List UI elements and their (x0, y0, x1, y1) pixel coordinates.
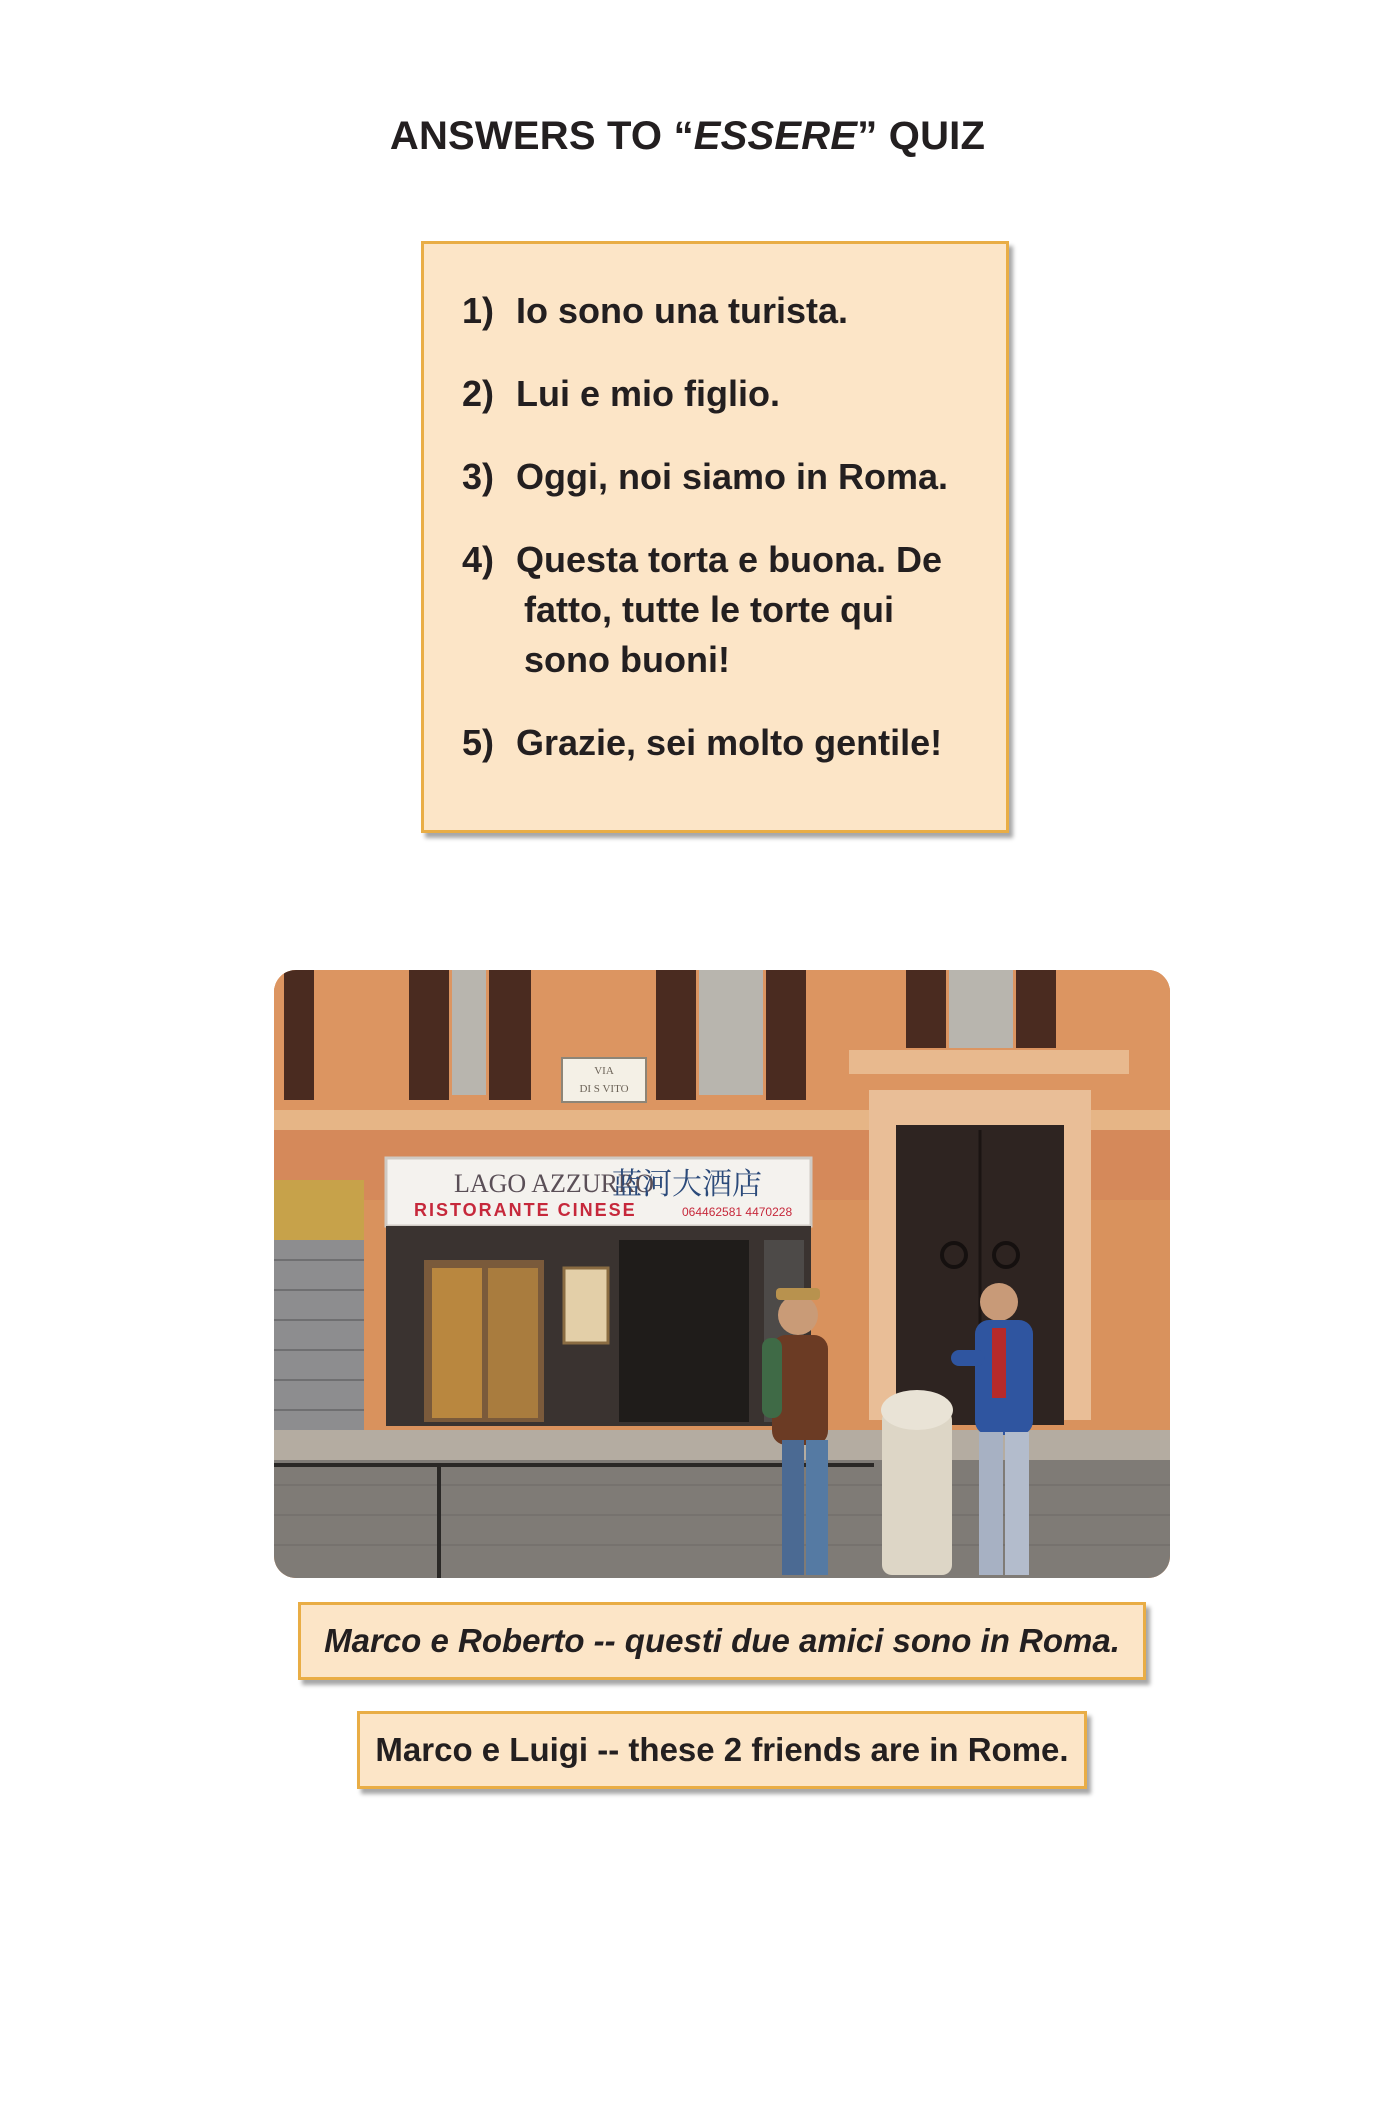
italian-caption: Marco e Roberto -- questi due amici sono in Roma. (298, 1602, 1146, 1680)
sign-chinese: 蓝河大酒店 (612, 1167, 762, 1202)
stone-bollard (882, 1410, 952, 1575)
sign-phone: 064462581 4470228 (682, 1205, 793, 1219)
page-title: ANSWERS TO “ESSERE” QUIZ (389, 114, 986, 158)
english-caption: Marco e Luigi -- these 2 friends are in Rome. (357, 1711, 1087, 1789)
street-sign-line-2: DI S VITO (579, 1083, 629, 1095)
sign-name: LAGO AZZURRO (454, 1169, 655, 1198)
street-sign-line-1: VIA (594, 1065, 614, 1077)
street-photo (274, 970, 1170, 1578)
sign-subtitle: RISTORANTE CINESE (414, 1200, 637, 1220)
answer-5: 5) Grazie, sei molto gentile! (462, 722, 943, 763)
answer-4: 4) Questa torta e buona. De fatto, tutte le torte qui sono buoni! (462, 539, 943, 680)
answers-box (421, 241, 1009, 833)
answer-2: 2) Lui e mio figlio. (462, 373, 780, 414)
answer-3: 3) Oggi, noi siamo in Roma. (462, 456, 949, 497)
title-emphasis: ESSERE (693, 114, 858, 158)
answer-1: 1) Io sono una turista. (462, 290, 849, 331)
